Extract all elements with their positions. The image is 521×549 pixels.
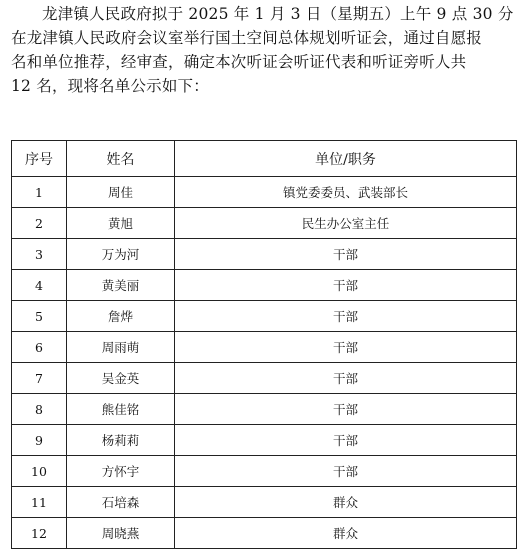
cell-no: 3 [12,239,67,270]
table-row [12,425,517,456]
cell-no: 8 [12,394,67,425]
cell-no: 12 [12,518,67,549]
column-header-no: 序号 [12,141,67,177]
intro-line: 在龙津镇人民政府会议室举行国土空间总体规划听证会，通过自愿报 [11,29,483,47]
table-row [12,518,517,549]
cell-name: 杨莉莉 [67,425,175,456]
table-row [12,487,517,518]
intro-line: 龙津镇人民政府拟于 2025 年 1 月 3 日（星期五）上午 9 点 30 分 [42,5,514,23]
table-row [12,394,517,425]
cell-name: 熊佳铭 [67,394,175,425]
column-header-unit: 单位/职务 [175,141,517,177]
cell-unit: 干部 [175,270,517,301]
cell-unit: 干部 [175,456,517,487]
table-row [12,177,517,208]
cell-name: 石培森 [67,487,175,518]
cell-name: 万为河 [67,239,175,270]
cell-unit: 干部 [175,239,517,270]
table-header [12,141,517,177]
cell-no: 6 [12,332,67,363]
cell-name: 方怀宇 [67,456,175,487]
cell-name: 吴金英 [67,363,175,394]
column-header-name: 姓名 [67,141,175,177]
cell-no: 2 [12,208,67,239]
cell-unit: 群众 [175,518,517,549]
cell-unit: 干部 [175,425,517,456]
cell-name: 詹烨 [67,301,175,332]
table-header-row [12,141,517,177]
participants-table [11,140,517,549]
cell-unit: 干部 [175,363,517,394]
intro-line: 12 名，现将名单公示如下： [11,77,209,95]
table-row [12,332,517,363]
cell-unit: 镇党委委员、武装部长 [175,177,517,208]
cell-name: 周晓燕 [67,518,175,549]
cell-unit: 干部 [175,301,517,332]
cell-unit: 干部 [175,394,517,425]
cell-no: 4 [12,270,67,301]
cell-no: 5 [12,301,67,332]
cell-no: 10 [12,456,67,487]
cell-no: 11 [12,487,67,518]
table-row [12,456,517,487]
intro-paragraph [11,2,516,98]
table-row [12,270,517,301]
cell-no: 9 [12,425,67,456]
table-row [12,363,517,394]
cell-no: 7 [12,363,67,394]
cell-unit: 群众 [175,487,517,518]
cell-no: 1 [12,177,67,208]
cell-name: 黄旭 [67,208,175,239]
table-row [12,239,517,270]
intro-line: 名和单位推荐，经审查，确定本次听证会听证代表和听证旁听人共 [11,53,467,71]
cell-unit: 干部 [175,332,517,363]
cell-name: 周雨萌 [67,332,175,363]
cell-unit: 民生办公室主任 [175,208,517,239]
table-row [12,301,517,332]
table-row [12,208,517,239]
cell-name: 黄美丽 [67,270,175,301]
cell-name: 周佳 [67,177,175,208]
table-body [12,177,517,549]
